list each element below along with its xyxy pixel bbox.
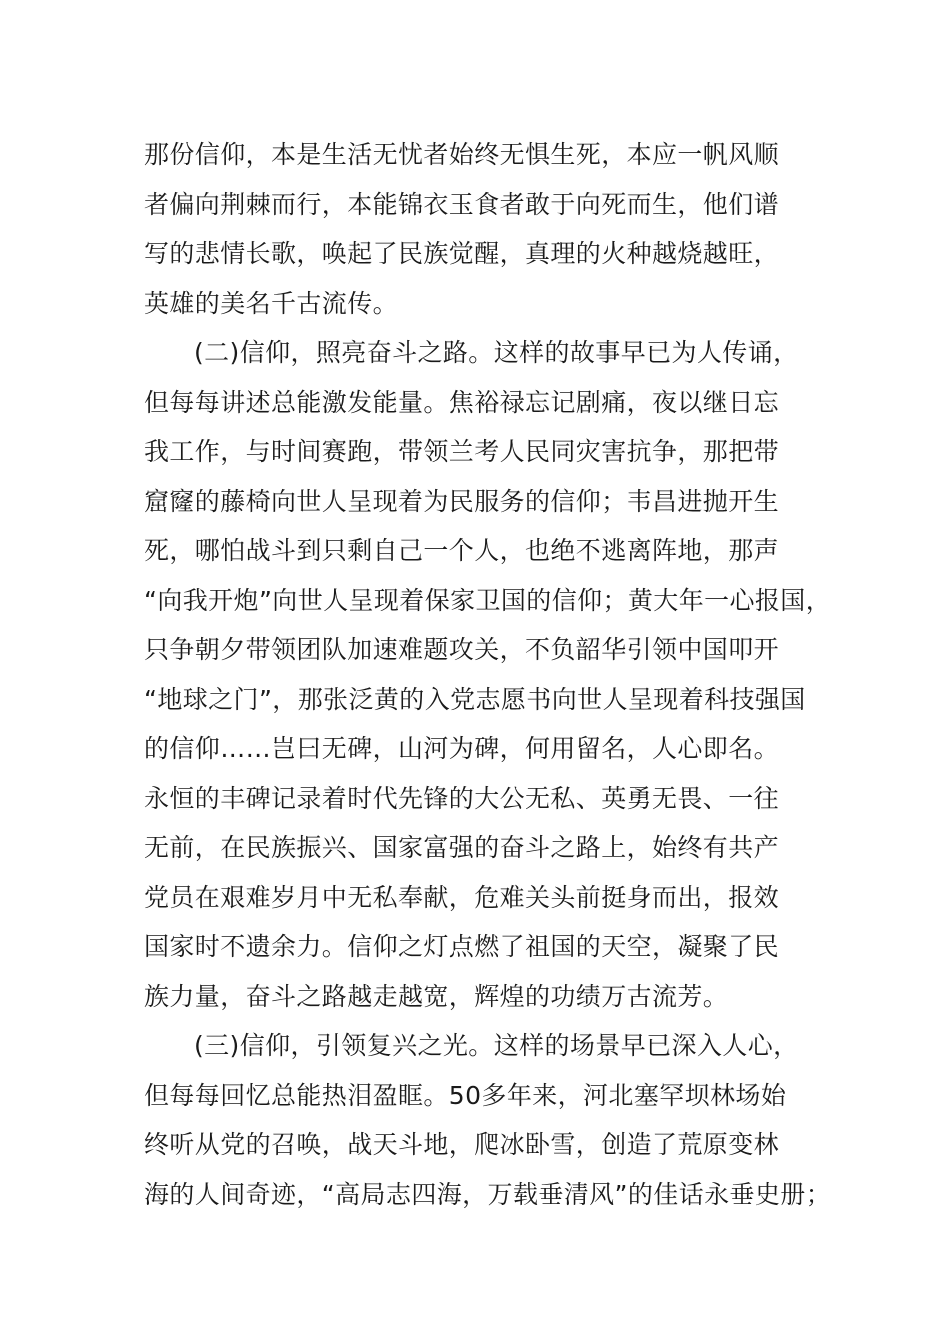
text-line: 永恒的丰碑记录着时代先锋的大公无私、英勇无畏、一往 bbox=[144, 783, 780, 813]
text-line: 者偏向荆棘而行，本能锦衣玉食者敢于向死而生，他们谱 bbox=[144, 189, 780, 219]
text-line: 写的悲情长歌，唤起了民族觉醒，真理的火种越烧越旺， bbox=[144, 239, 780, 268]
text-line: 终听从党的召唤，战天斗地，爬冰卧雪，创造了荒原变林 bbox=[144, 1130, 780, 1159]
text-line: 只争朝夕带领团队加速难题攻关，不负韶华引领中国叩开 bbox=[144, 635, 780, 664]
text-line: 窟窿的藤椅向世人呈现着为民服务的信仰；韦昌进抛开生 bbox=[144, 486, 780, 516]
text-line: 英雄的美名千古流传。 bbox=[144, 288, 399, 318]
text-line: 无前，在民族振兴、国家富强的奋斗之路上，始终有共产 bbox=[144, 833, 780, 862]
text-line: 但每每讲述总能激发能量。焦裕禄忘记剧痛，夜以继日忘 bbox=[144, 387, 780, 417]
text-line: 但每每回忆总能热泪盈眶。50多年来，河北塞罕坝林场始 bbox=[144, 1080, 787, 1110]
text-line: “地球之门”，那张泛黄的入党志愿书向世人呈现着科技强国 bbox=[144, 684, 806, 714]
document-body bbox=[144, 130, 844, 1219]
text-line: 海的人间奇迹，“高局志四海，万载垂清风”的佳话永垂史册； bbox=[144, 1179, 832, 1209]
paragraph-heading-line: (三)信仰，引领复兴之光。这样的场景早已深入人心， bbox=[194, 1031, 799, 1060]
text-line: “向我开炮”向世人呈现着保家卫国的信仰；黄大年一心报国， bbox=[144, 585, 832, 615]
text-line: 我工作，与时间赛跑，带领兰考人民同灾害抗争，那把带 bbox=[144, 437, 780, 466]
text-line: 国家时不遗余力。信仰之灯点燃了祖国的天空，凝聚了民 bbox=[144, 932, 780, 961]
text-line: 族力量，奋斗之路越走越宽，辉煌的功绩万古流芳。 bbox=[144, 981, 729, 1011]
text-line: 那份信仰，本是生活无忧者始终无惧生死，本应一帆风顺 bbox=[144, 140, 780, 169]
text-line: 的信仰……岂曰无碑，山河为碑，何用留名，人心即名。 bbox=[144, 734, 780, 763]
text-line: 党员在艰难岁月中无私奉献，危难关头前挺身而出，报效 bbox=[144, 882, 780, 912]
text-line: 死，哪怕战斗到只剩自己一个人，也绝不逃离阵地，那声 bbox=[144, 536, 780, 565]
paragraph-heading-line: (二)信仰，照亮奋斗之路。这样的故事早已为人传诵， bbox=[194, 338, 799, 367]
